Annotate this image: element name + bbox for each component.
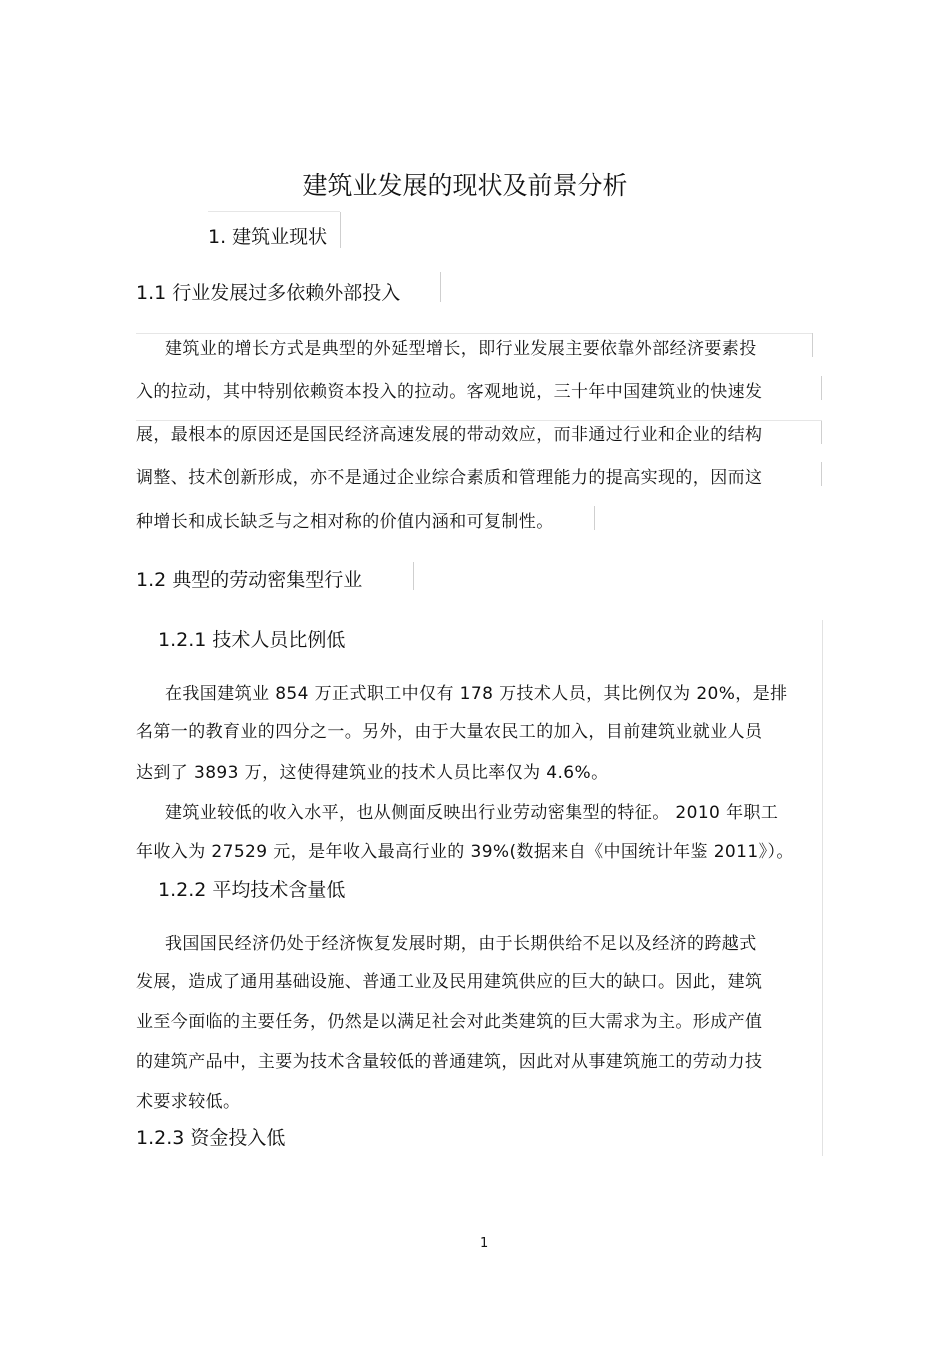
section-heading-1: 1. 建筑业现状 bbox=[208, 226, 328, 248]
document-title: 建筑业发展的现状及前景分析 bbox=[302, 171, 628, 200]
scan-artifact-line bbox=[340, 212, 341, 248]
section-heading-1-2: 1.2 典型的劳动密集型行业 bbox=[136, 569, 363, 591]
paragraph-line: 种增长和成长缺乏与之相对称的价值内涵和可复制性。 bbox=[136, 512, 554, 532]
section-heading-1-2-1: 1.2.1 技术人员比例低 bbox=[158, 629, 346, 651]
scan-artifact-line bbox=[440, 272, 441, 302]
paragraph-line: 名第一的教育业的四分之一。另外，由于大量农民工的加入，目前建筑业就业人员 bbox=[136, 722, 763, 742]
scan-artifact-line bbox=[594, 506, 595, 530]
section-heading-1-2-3: 1.2.3 资金投入低 bbox=[136, 1127, 286, 1149]
scan-artifact-line bbox=[413, 562, 414, 590]
section-heading-1-1: 1.1 行业发展过多依赖外部投入 bbox=[136, 282, 401, 304]
paragraph-line: 在我国建筑业 854 万正式职工中仅有 178 万技术人员，其比例仅为 20%，是排 bbox=[165, 684, 788, 704]
scan-artifact-line bbox=[822, 620, 823, 1156]
paragraph-line: 入的拉动，其中特别依赖资本投入的拉动。客观地说，三十年中国建筑业的快速发 bbox=[136, 382, 763, 402]
scan-artifact-line bbox=[821, 462, 822, 486]
paragraph-line: 展，最根本的原因还是国民经济高速发展的带动效应，而非通过行业和企业的结构 bbox=[136, 425, 763, 445]
paragraph-line: 建筑业的增长方式是典型的外延型增长，即行业发展主要依靠外部经济要素投 bbox=[165, 339, 757, 359]
scan-artifact-line bbox=[821, 376, 822, 400]
page-number: 1 bbox=[480, 1236, 489, 1251]
paragraph-line: 发展，造成了通用基础设施、普通工业及民用建筑供应的巨大的缺口。因此，建筑 bbox=[136, 972, 763, 992]
paragraph-line: 术要求较低。 bbox=[136, 1092, 241, 1112]
paragraph-line: 年收入为 27529 元，是年收入最高行业的 39%(数据来自《中国统计年鉴 2011》）。 bbox=[136, 842, 794, 862]
section-heading-1-2-2: 1.2.2 平均技术含量低 bbox=[158, 879, 346, 901]
paragraph-line: 业至今面临的主要任务，仍然是以满足社会对此类建筑的巨大需求为主。形成产值 bbox=[136, 1012, 763, 1032]
paragraph-line: 达到了 3893 万，这使得建筑业的技术人员比率仅为 4.6%。 bbox=[136, 763, 609, 783]
scan-artifact-line bbox=[208, 211, 340, 212]
paragraph-line: 调整、技术创新形成，亦不是通过企业综合素质和管理能力的提高实现的，因而这 bbox=[136, 468, 763, 488]
paragraph-line: 的建筑产品中，主要为技术含量较低的普通建筑，因此对从事建筑施工的劳动力技 bbox=[136, 1052, 763, 1072]
paragraph-line: 我国国民经济仍处于经济恢复发展时期，由于长期供给不足以及经济的跨越式 bbox=[165, 934, 757, 954]
scan-artifact-line bbox=[812, 333, 813, 357]
paragraph-line: 建筑业较低的收入水平，也从侧面反映出行业劳动密集型的特征。 2010 年职工 bbox=[165, 803, 779, 823]
scan-artifact-line bbox=[821, 420, 822, 444]
